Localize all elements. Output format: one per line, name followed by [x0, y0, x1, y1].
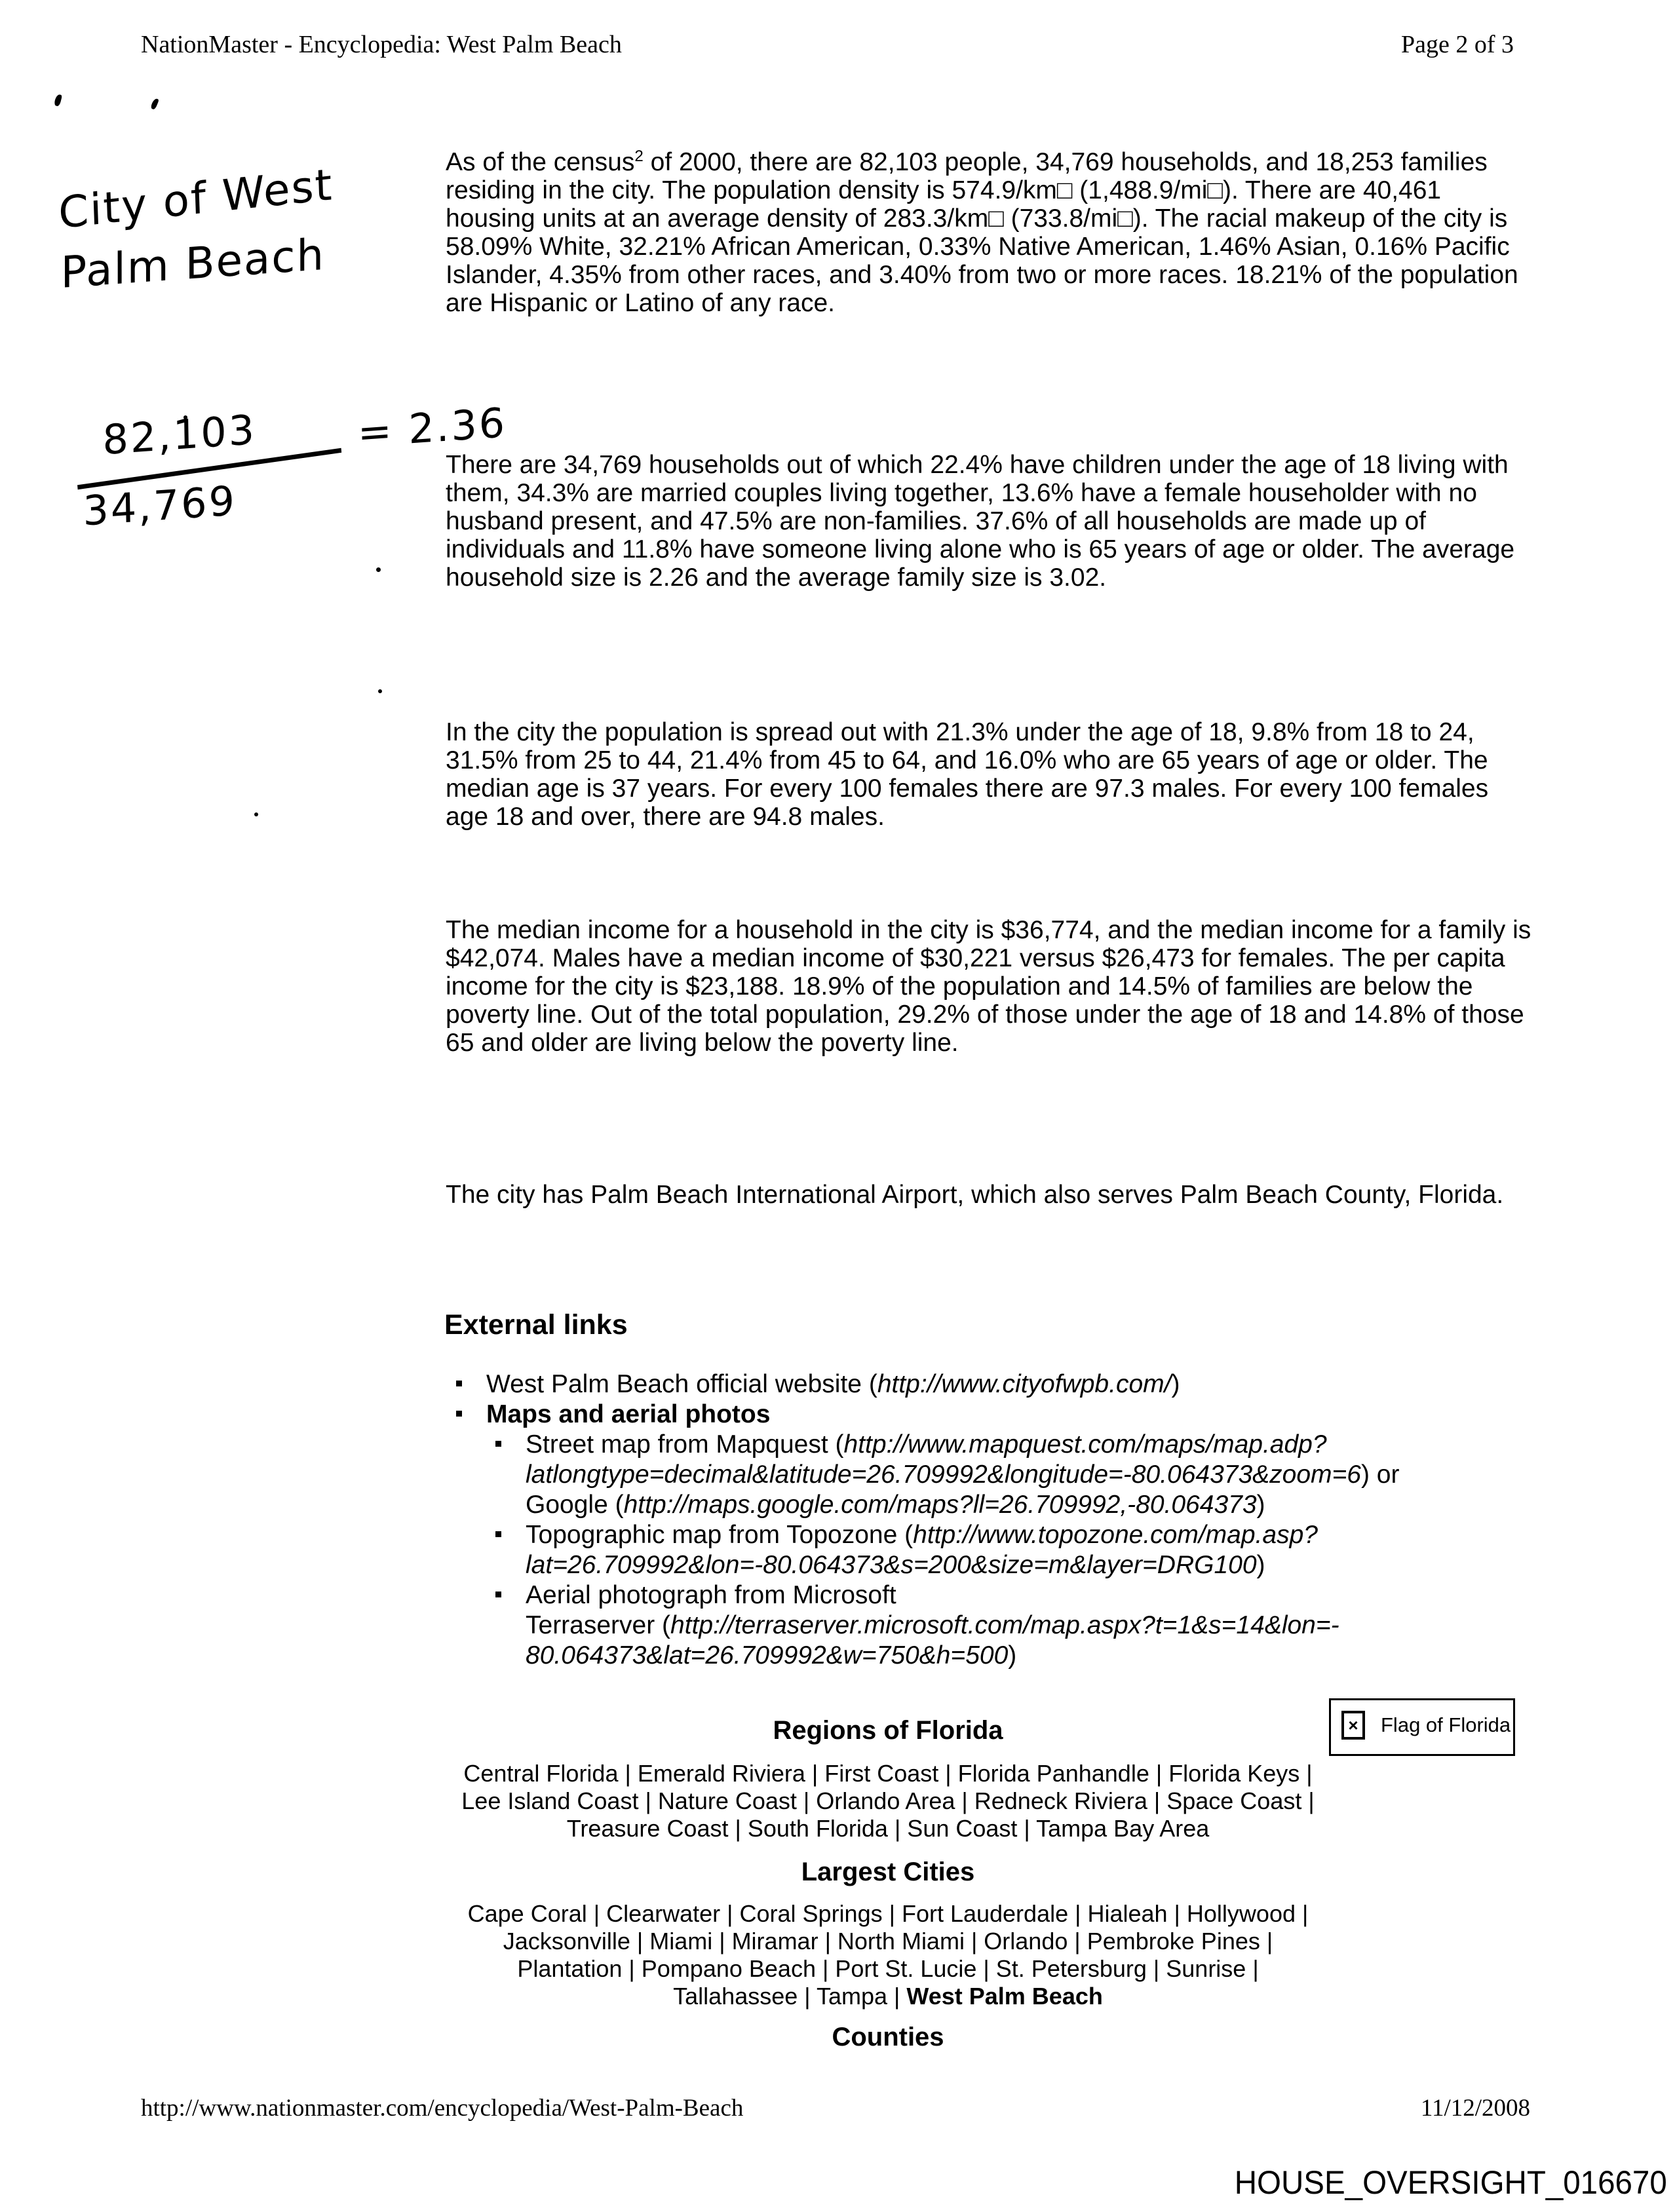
- link-row: [246, 1983, 1530, 2010]
- text-segment: Aerial photograph from Microsoft: [526, 1581, 896, 1609]
- text-segment: ): [1008, 1641, 1017, 1669]
- text-segment: The median income for a household in the city is $36,774, and the median income for a family is $42,074. Males have a median income of $30,221 versus $26,473 for females. The per capita income for the city is $23,188. 18.9% of the population and 14.5% of families are below the poverty line. Out of the total population, 29.2% of those under the age of 18 and 14.8% of those 65 and older are living below the poverty line.: [446, 916, 1531, 1057]
- page-header: [141, 30, 1514, 59]
- text-segment: Cape Coral | Clearwater | Coral Springs | Fort Lauderdale | Hialeah | Hollywood |: [467, 1900, 1309, 1927]
- external-link-item: [452, 1580, 1527, 1671]
- text-segment: Lee Island Coast | Nature Coast | Orlando Area | Redneck Riviera | Space Coast |: [461, 1787, 1315, 1814]
- fraction-result: = 2.36: [357, 398, 507, 457]
- link-row: [246, 1928, 1530, 1955]
- bullet-text: [526, 1521, 1318, 1579]
- external-link-item: [452, 1430, 1527, 1520]
- square-bullet-icon: [495, 1592, 501, 1597]
- regions-links: [246, 1760, 1530, 1842]
- link-row: [246, 1815, 1530, 1842]
- footer-date: 11/12/2008: [1420, 2095, 1530, 2122]
- text-segment: ): [1171, 1370, 1180, 1398]
- stray-pen-mark: [150, 98, 159, 110]
- text-segment: 2: [634, 147, 644, 165]
- link-row: [246, 1760, 1530, 1787]
- largest-cities-heading: Largest Cities: [801, 1858, 975, 1886]
- url-text: http://maps.google.com/maps?ll=26.709992,-80.064373: [623, 1491, 1257, 1519]
- text-segment: Maps and aerial photos: [486, 1400, 771, 1428]
- square-bullet-icon: [456, 1411, 462, 1417]
- fraction-numerator: 82,103: [102, 405, 257, 465]
- regions-heading: Regions of Florida: [773, 1716, 1003, 1745]
- header-page-number: Page 2 of 3: [1400, 31, 1514, 58]
- square-bullet-icon: [456, 1381, 462, 1386]
- external-links-list: [452, 1369, 1527, 1671]
- url-text: 80.064373&lat=26.709992&w=750&h=500: [526, 1641, 1009, 1669]
- paragraph-income: [446, 916, 1537, 1057]
- footer-url: http://www.nationmaster.com/encyclopedia/West-Palm-Beach: [141, 2095, 744, 2122]
- bullet-text: [486, 1370, 1180, 1398]
- paragraph-census: [446, 148, 1537, 317]
- page-footer: [141, 2094, 1530, 2123]
- square-bullet-icon: [495, 1531, 501, 1537]
- text-segment: Jacksonville | Miami | Miramar | North Miami | Orlando | Pembroke Pines |: [503, 1928, 1273, 1955]
- url-text: latlongtype=decimal&latitude=26.709992&longitude=-80.064373&zoom=6: [526, 1460, 1361, 1489]
- bullet-text: [526, 1581, 1339, 1669]
- external-link-item: [452, 1369, 1527, 1400]
- external-links-heading: External links: [444, 1309, 628, 1341]
- text-segment: The city has Palm Beach International Airport, which also serves Palm Beach County, Florida.: [446, 1181, 1504, 1209]
- text-segment: ): [1256, 1551, 1265, 1579]
- text-segment: Treasure Coast | South Florida | Sun Coast | Tampa Bay Area: [566, 1815, 1210, 1842]
- text-segment: Google (: [526, 1491, 624, 1519]
- url-text: http://www.topozone.com/map.asp?: [913, 1521, 1318, 1549]
- fraction-denominator: 34,769: [82, 476, 237, 535]
- flag-image-label: Flag of Florida: [1381, 1713, 1511, 1736]
- text-segment: Plantation | Pompano Beach | Port St. Lucie | St. Petersburg | Sunrise |: [517, 1955, 1259, 1982]
- scan-speck: [378, 689, 382, 693]
- text-segment: In the city the population is spread out with 21.3% under the age of 18, 9.8% from 18 to 24, 31.5% from 25 to 44, 21.4% from 45 to 64, and 16.0% who are 65 years of age or older. The median age is 37 years. For every 100 females there are 97.3 males. For every 100 females age 18 and over, there are 94.8 males.: [446, 718, 1489, 831]
- external-link-item: [452, 1520, 1527, 1580]
- text-segment: Central Florida | Emerald Riviera | First Coast | Florida Panhandle | Florida Keys |: [463, 1760, 1313, 1787]
- handwritten-note: [58, 160, 336, 303]
- url-text: http://www.mapquest.com/maps/map.adp?: [843, 1430, 1327, 1459]
- counties-heading: Counties: [832, 2023, 944, 2051]
- url-text: lat=26.709992&lon=-80.064373&s=200&size=m&layer=DRG100: [526, 1551, 1257, 1579]
- handwritten-note-line: Palm Beach: [60, 229, 326, 299]
- scan-speck: [254, 812, 258, 816]
- url-text: http://www.cityofwpb.com/: [877, 1370, 1172, 1398]
- paragraph-airport: [446, 1181, 1537, 1209]
- link-row: [246, 1787, 1530, 1815]
- url-text: http://terraserver.microsoft.com/map.aspx?t=1&s=14&lon=-: [670, 1611, 1339, 1639]
- text-segment: Terraserver (: [526, 1611, 671, 1639]
- handwritten-note-line: City of West: [57, 159, 334, 239]
- header-title: NationMaster - Encyclopedia: West Palm Beach: [141, 31, 622, 58]
- text-segment: West Palm Beach: [906, 1983, 1103, 2010]
- broken-image-icon: ×: [1341, 1711, 1365, 1740]
- paragraph-age-distribution: [446, 718, 1537, 831]
- bates-stamp: HOUSE_OVERSIGHT_016670: [1234, 2164, 1667, 2201]
- text-segment: There are 34,769 households out of which 22.4% have children under the age of 18 living with them, 34.3% are married couples living together, 13.6% have a female householder with no husband present, and 47.5% are non-families. 37.6% of all households are made up of individuals and 11.8% have someone living alone who is 65 years of age or older. The average household size is 2.26 and the average family size is 3.02.: [446, 451, 1515, 592]
- text-segment: of 2000, there are 82,103 people, 34,769 households, and 18,253 families residing in the city. The population density is 574.9/km□ (1,488.9/mi□). There are 40,461 housing units at an average density of 283.3/km□ (733.8/mi□). The racial makeup of the city is 58.09% White, 32.21% African American, 0.33% Native American, 1.46% Asian, 0.16% Pacific Islander, 4.35% from other races, and 3.40% from two or more races. 18.21% of the population are Hispanic or Latino of any race.: [446, 148, 1518, 317]
- link-row: [246, 1900, 1530, 1928]
- text-segment: As of the census: [446, 148, 635, 176]
- text-segment: ): [1256, 1491, 1265, 1519]
- square-bullet-icon: [495, 1441, 501, 1447]
- text-segment: Tallahassee | Tampa |: [673, 1983, 907, 2010]
- bullet-text: [486, 1400, 770, 1428]
- bullet-text: [526, 1430, 1399, 1519]
- text-segment: Topographic map from Topozone (: [526, 1521, 914, 1549]
- link-row: [246, 1955, 1530, 1983]
- external-link-item: [452, 1400, 1527, 1430]
- text-segment: West Palm Beach official website (: [486, 1370, 877, 1398]
- stray-pen-mark: [54, 94, 62, 107]
- florida-navigation-block: [246, 1715, 1530, 2052]
- cities-links: [246, 1900, 1530, 2010]
- paragraph-households: [446, 451, 1537, 592]
- text-segment: Street map from Mapquest (: [526, 1430, 844, 1459]
- text-segment: ) or: [1360, 1460, 1400, 1489]
- scan-speck: [376, 567, 381, 572]
